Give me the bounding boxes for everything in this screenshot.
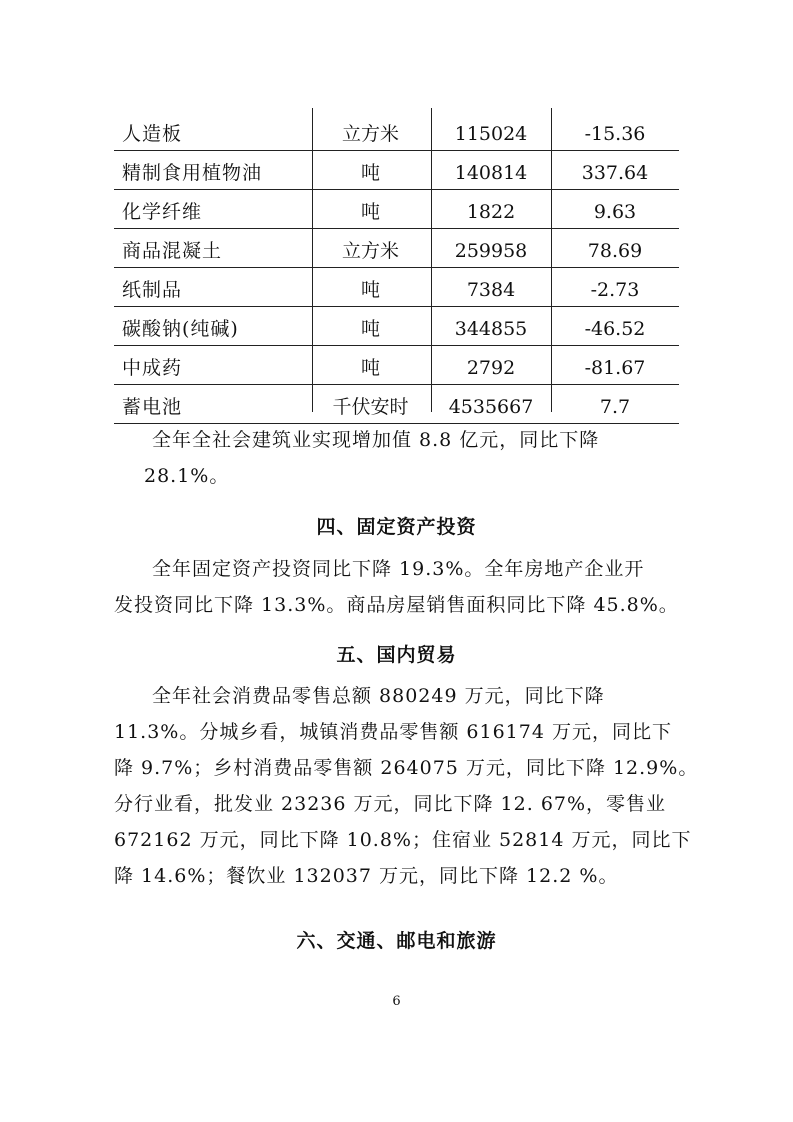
product-value: 115024 — [454, 123, 528, 145]
product-output-table — [114, 112, 679, 424]
paragraph-line: 全年固定资产投资同比下降 19.3%。全年房地产企业开 — [152, 558, 645, 580]
paragraph-line: 发投资同比下降 13.3%。商品房屋销售面积同比下降 45.8%。 — [114, 594, 679, 616]
investment-paragraph — [114, 551, 679, 623]
product-change: -46.52 — [584, 318, 646, 340]
paragraph-line: 全年全社会建筑业实现增加值 8.8 亿元，同比下降 — [152, 429, 600, 451]
product-change: 78.69 — [587, 240, 643, 262]
section-heading-fixed-asset-investment: 四、固定资产投资 — [316, 516, 477, 538]
table-row — [114, 307, 679, 346]
product-unit: 立方米 — [341, 240, 399, 262]
table-row — [114, 268, 679, 307]
product-change: -2.73 — [590, 279, 640, 301]
product-name: 纸制品 — [122, 279, 183, 301]
product-change: 337.64 — [581, 162, 649, 184]
table-row — [114, 346, 679, 385]
product-unit: 吨 — [360, 279, 380, 301]
trade-paragraph — [114, 678, 699, 894]
page-number: 6 — [392, 994, 401, 1009]
paragraph-line: 降 9.7%；乡村消费品零售额 264075 万元，同比下降 12.9%。 — [114, 757, 699, 779]
product-unit: 吨 — [360, 318, 380, 340]
paragraph-line: 28.1%。 — [144, 465, 230, 487]
product-value: 140814 — [454, 162, 528, 184]
product-unit: 千伏安时 — [332, 396, 409, 418]
product-unit: 吨 — [360, 201, 380, 223]
table-row — [114, 385, 679, 424]
product-value: 2792 — [466, 357, 516, 379]
product-value: 344855 — [454, 318, 528, 340]
product-value: 7384 — [466, 279, 516, 301]
product-change: -81.67 — [584, 357, 646, 379]
section-heading-domestic-trade: 五、国内贸易 — [336, 644, 457, 666]
paragraph-line: 672162 万元，同比下降 10.8%；住宿业 52814 万元，同比下 — [114, 829, 692, 851]
product-change: -15.36 — [584, 123, 646, 145]
paragraph-line: 11.3%。分城乡看，城镇消费品零售额 616174 万元，同比下 — [114, 721, 672, 743]
paragraph-line: 全年社会消费品零售总额 880249 万元，同比下降 — [152, 685, 605, 707]
product-change: 7.7 — [599, 396, 631, 418]
paragraph-line: 分行业看，批发业 23236 万元，同比下降 12. 67%，零售业 — [114, 793, 667, 815]
product-name: 中成药 — [122, 357, 183, 379]
product-value: 259958 — [454, 240, 528, 262]
table-row — [114, 112, 679, 151]
product-name: 人造板 — [122, 123, 183, 145]
construction-paragraph — [114, 422, 679, 494]
product-name: 化学纤维 — [122, 201, 203, 223]
product-unit: 吨 — [360, 357, 380, 379]
product-change: 9.63 — [593, 201, 637, 223]
paragraph-line: 降 14.6%；餐饮业 132037 万元，同比下降 12.2 %。 — [114, 865, 619, 887]
section-heading-transport-post-tourism: 六、交通、邮电和旅游 — [296, 930, 497, 952]
table-row — [114, 190, 679, 229]
product-name: 蓄电池 — [122, 396, 183, 418]
product-name: 精制食用植物油 — [122, 162, 263, 184]
product-unit: 吨 — [360, 162, 380, 184]
table-row — [114, 229, 679, 268]
table-row — [114, 151, 679, 190]
product-unit: 立方米 — [341, 123, 399, 145]
product-value: 1822 — [466, 201, 516, 223]
product-name: 商品混凝土 — [122, 240, 223, 262]
product-value: 4535667 — [448, 396, 534, 418]
product-name: 碳酸钠(纯碱) — [122, 318, 239, 340]
